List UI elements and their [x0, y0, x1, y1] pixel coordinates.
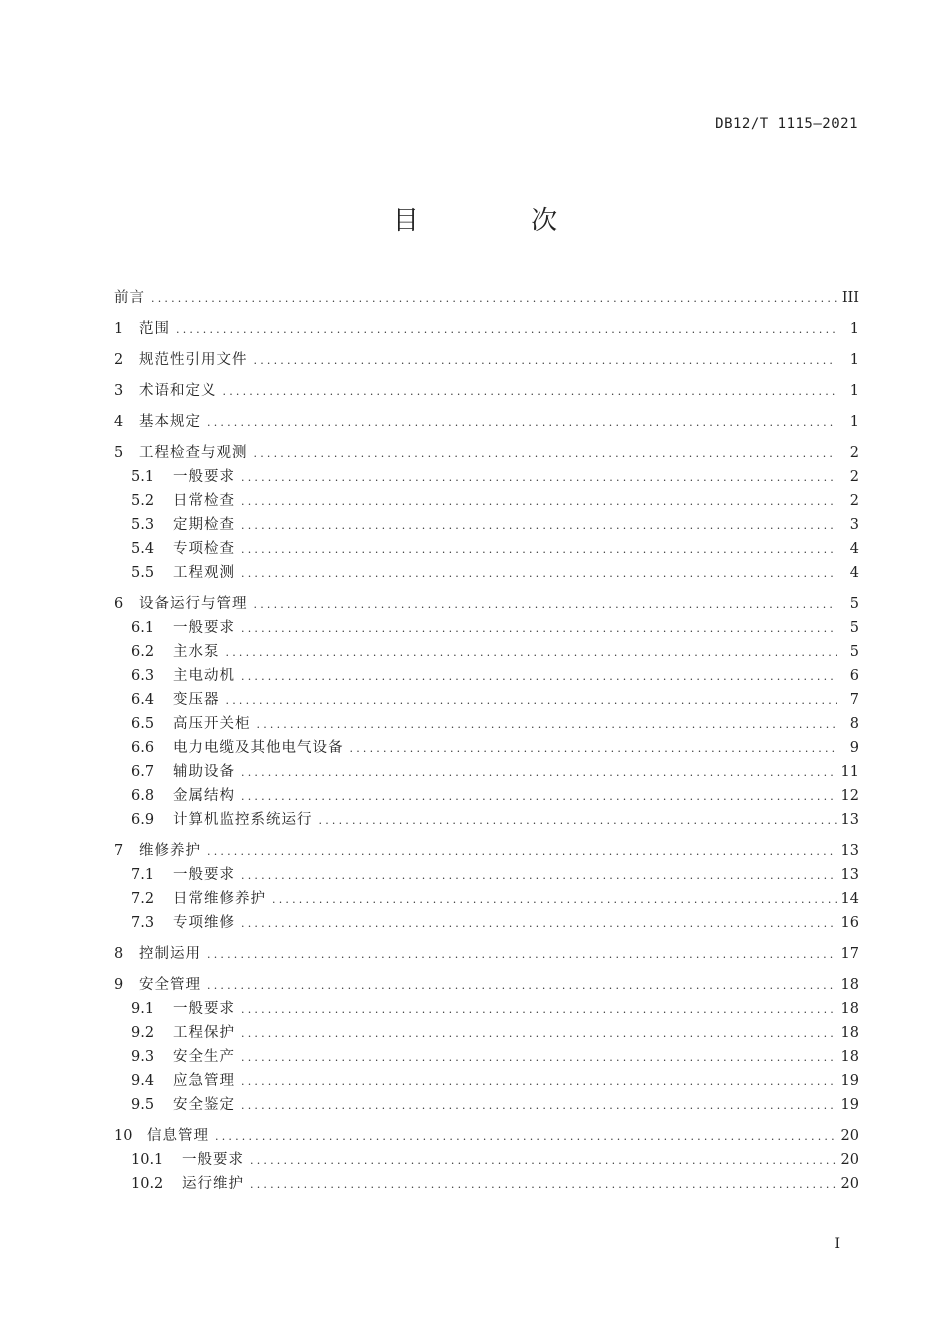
toc-entry-number: 10	[114, 1128, 133, 1144]
toc-section-entry[interactable]	[114, 616, 859, 640]
toc-section-entry[interactable]	[114, 688, 859, 712]
toc-section-entry[interactable]	[114, 664, 859, 688]
dot-leader	[241, 761, 837, 785]
toc-entry-label: 范围	[139, 321, 170, 337]
toc-entry-number: 9.5	[131, 1097, 155, 1113]
toc-entry-label: 定期检查	[173, 517, 235, 533]
toc-entry-label: 日常维修养护	[173, 891, 266, 907]
toc-entry-page: 12	[840, 788, 859, 804]
toc-entry-page: 18	[840, 977, 859, 993]
toc-entry-label: 术语和定义	[139, 383, 217, 399]
dot-leader	[241, 562, 837, 586]
toc-section-entry[interactable]	[114, 863, 859, 887]
toc-entry-number: 7.2	[131, 891, 155, 907]
toc-entry-page: 13	[840, 843, 859, 859]
toc-entry-page: 5	[849, 644, 859, 660]
toc-entry-page: 1	[849, 383, 859, 399]
dot-leader	[241, 514, 837, 538]
toc-entry-number: 8	[114, 946, 124, 962]
toc-section-entry[interactable]	[114, 1021, 859, 1045]
dot-leader	[241, 1094, 837, 1118]
toc-chapter-entry[interactable]	[114, 942, 859, 966]
toc-entry-label: 主水泵	[173, 644, 220, 660]
toc-entry-label: 运行维护	[182, 1176, 244, 1192]
toc-entry-page: 18	[840, 1001, 859, 1017]
table-of-contents	[114, 286, 859, 1196]
dot-leader	[257, 713, 838, 737]
toc-section-entry[interactable]	[114, 1172, 859, 1196]
toc-entry-page: 13	[840, 812, 859, 828]
toc-entry-page: III	[841, 290, 859, 306]
dot-leader	[207, 411, 837, 435]
toc-entry-number: 3	[114, 383, 124, 399]
toc-entry-number: 5.4	[131, 541, 155, 557]
toc-entry-label: 电力电缆及其他电气设备	[173, 740, 344, 756]
dot-leader	[250, 1173, 837, 1197]
dot-leader	[241, 912, 837, 936]
toc-entry-page: 14	[840, 891, 859, 907]
toc-entry-number: 6.1	[131, 620, 155, 636]
toc-section-entry[interactable]	[114, 489, 859, 513]
dot-leader	[272, 888, 837, 912]
toc-entry-label: 工程检查与观测	[139, 445, 248, 461]
toc-entry-page: 2	[849, 493, 859, 509]
page-number: I	[834, 1236, 840, 1252]
toc-entry-page: 20	[840, 1176, 859, 1192]
dot-leader	[241, 490, 837, 514]
toc-entry-page: 3	[849, 517, 859, 533]
dot-leader	[207, 943, 837, 967]
dot-leader	[250, 1149, 837, 1173]
toc-entry-label: 主电动机	[173, 668, 235, 684]
toc-entry-label: 安全鉴定	[173, 1097, 235, 1113]
toc-entry-label: 专项检查	[173, 541, 235, 557]
toc-entry-label: 一般要求	[173, 1001, 235, 1017]
toc-section-entry[interactable]	[114, 640, 859, 664]
toc-entry-label: 计算机监控系统运行	[173, 812, 313, 828]
toc-entry-number: 6.4	[131, 692, 155, 708]
toc-entry-page: 18	[840, 1025, 859, 1041]
dot-leader	[207, 974, 837, 998]
toc-chapter-entry[interactable]	[114, 286, 859, 310]
dot-leader	[241, 665, 837, 689]
toc-chapter-entry[interactable]	[114, 1124, 859, 1148]
toc-entry-number: 6.8	[131, 788, 155, 804]
toc-section-entry[interactable]	[114, 784, 859, 808]
toc-entry-number: 5.2	[131, 493, 155, 509]
toc-entry-page: 20	[840, 1128, 859, 1144]
toc-entry-number: 5	[114, 445, 124, 461]
toc-entry-page: 19	[840, 1073, 859, 1089]
toc-entry-page: 4	[849, 541, 859, 557]
dot-leader	[241, 1070, 837, 1094]
dot-leader	[226, 641, 838, 665]
toc-entry-number: 5.5	[131, 565, 155, 581]
toc-entry-label: 工程保护	[173, 1025, 235, 1041]
toc-entry-page: 20	[840, 1152, 859, 1168]
toc-entry-page: 2	[849, 445, 859, 461]
toc-entry-number: 9.2	[131, 1025, 155, 1041]
toc-section-entry[interactable]	[114, 561, 859, 585]
toc-entry-page: 13	[840, 867, 859, 883]
toc-entry-number: 9.1	[131, 1001, 155, 1017]
toc-entry-label: 一般要求	[173, 620, 235, 636]
dot-leader	[254, 442, 838, 466]
toc-entry-label: 信息管理	[147, 1128, 209, 1144]
toc-entry-number: 6.6	[131, 740, 155, 756]
toc-entry-number: 6.3	[131, 668, 155, 684]
toc-section-entry[interactable]	[114, 911, 859, 935]
toc-chapter-entry[interactable]	[114, 348, 859, 372]
toc-entry-page: 1	[849, 352, 859, 368]
toc-chapter-entry[interactable]	[114, 973, 859, 997]
toc-entry-page: 6	[849, 668, 859, 684]
dot-leader	[151, 287, 837, 311]
toc-chapter-entry[interactable]	[114, 592, 859, 616]
toc-entry-label: 控制运用	[139, 946, 201, 962]
toc-entry-page: 2	[849, 469, 859, 485]
toc-entry-label: 日常检查	[173, 493, 235, 509]
toc-entry-number: 5.1	[131, 469, 155, 485]
toc-section-entry[interactable]	[114, 736, 859, 760]
toc-entry-page: 7	[849, 692, 859, 708]
toc-entry-label: 一般要求	[173, 469, 235, 485]
toc-entry-label: 变压器	[173, 692, 220, 708]
toc-chapter-entry[interactable]	[114, 317, 859, 341]
toc-entry-label: 工程观测	[173, 565, 235, 581]
toc-entry-label: 安全生产	[173, 1049, 235, 1065]
toc-entry-label: 应急管理	[173, 1073, 235, 1089]
toc-entry-label: 一般要求	[182, 1152, 244, 1168]
toc-section-entry[interactable]	[114, 513, 859, 537]
toc-section-entry[interactable]	[114, 1148, 859, 1172]
toc-entry-label: 安全管理	[139, 977, 201, 993]
toc-entry-label: 一般要求	[173, 867, 235, 883]
toc-entry-number: 9.3	[131, 1049, 155, 1065]
toc-entry-label: 基本规定	[139, 414, 201, 430]
dot-leader	[241, 617, 837, 641]
toc-entry-number: 6.5	[131, 716, 155, 732]
toc-section-entry[interactable]	[114, 465, 859, 489]
toc-section-entry[interactable]	[114, 1069, 859, 1093]
toc-entry-page: 1	[849, 414, 859, 430]
document-code: DB12/T 1115—2021	[715, 116, 858, 132]
dot-leader	[241, 538, 837, 562]
toc-chapter-entry[interactable]	[114, 379, 859, 403]
toc-section-entry[interactable]	[114, 887, 859, 911]
toc-entry-number: 10.2	[131, 1176, 164, 1192]
toc-section-entry[interactable]	[114, 712, 859, 736]
toc-entry-label: 专项维修	[173, 915, 235, 931]
toc-entry-number: 7	[114, 843, 124, 859]
toc-entry-number: 10.1	[131, 1152, 164, 1168]
dot-leader	[319, 809, 837, 833]
toc-section-entry[interactable]	[114, 760, 859, 784]
dot-leader	[241, 998, 837, 1022]
toc-entry-number: 6.7	[131, 764, 155, 780]
dot-leader	[223, 380, 838, 404]
toc-section-entry[interactable]	[114, 997, 859, 1021]
dot-leader	[241, 864, 837, 888]
dot-leader	[254, 593, 838, 617]
dot-leader	[241, 785, 837, 809]
dot-leader	[176, 318, 837, 342]
toc-entry-number: 1	[114, 321, 124, 337]
toc-section-entry[interactable]	[114, 537, 859, 561]
toc-entry-number: 6	[114, 596, 124, 612]
toc-entry-label: 前言	[114, 290, 145, 306]
toc-chapter-entry[interactable]	[114, 839, 859, 863]
toc-entry-page: 18	[840, 1049, 859, 1065]
toc-section-entry[interactable]	[114, 808, 859, 832]
toc-entry-page: 4	[849, 565, 859, 581]
toc-entry-number: 5.3	[131, 517, 155, 533]
toc-entry-label: 高压开关柜	[173, 716, 251, 732]
dot-leader	[207, 840, 837, 864]
dot-leader	[241, 466, 837, 490]
toc-entry-page: 5	[849, 596, 859, 612]
toc-entry-label: 辅助设备	[173, 764, 235, 780]
toc-entry-page: 11	[840, 764, 859, 780]
toc-entry-number: 7.1	[131, 867, 155, 883]
toc-entry-page: 5	[849, 620, 859, 636]
toc-entry-page: 1	[849, 321, 859, 337]
dot-leader	[350, 737, 838, 761]
toc-entry-page: 16	[840, 915, 859, 931]
dot-leader	[215, 1125, 837, 1149]
toc-entry-label: 维修养护	[139, 843, 201, 859]
toc-section-entry[interactable]	[114, 1045, 859, 1069]
toc-entry-number: 6.2	[131, 644, 155, 660]
dot-leader	[226, 689, 838, 713]
toc-entry-number: 2	[114, 352, 124, 368]
toc-entry-number: 9	[114, 977, 124, 993]
toc-entry-page: 19	[840, 1097, 859, 1113]
toc-entry-page: 17	[840, 946, 859, 962]
dot-leader	[241, 1022, 837, 1046]
toc-entry-number: 6.9	[131, 812, 155, 828]
dot-leader	[254, 349, 838, 373]
toc-entry-number: 7.3	[131, 915, 155, 931]
toc-entry-number: 9.4	[131, 1073, 155, 1089]
dot-leader	[241, 1046, 837, 1070]
toc-section-entry[interactable]	[114, 1093, 859, 1117]
toc-chapter-entry[interactable]	[114, 410, 859, 434]
page-title: 目 次	[392, 206, 610, 236]
toc-entry-page: 9	[849, 740, 859, 756]
toc-entry-label: 设备运行与管理	[139, 596, 248, 612]
toc-entry-label: 规范性引用文件	[139, 352, 248, 368]
toc-chapter-entry[interactable]	[114, 441, 859, 465]
toc-entry-page: 8	[849, 716, 859, 732]
toc-entry-number: 4	[114, 414, 124, 430]
toc-entry-label: 金属结构	[173, 788, 235, 804]
